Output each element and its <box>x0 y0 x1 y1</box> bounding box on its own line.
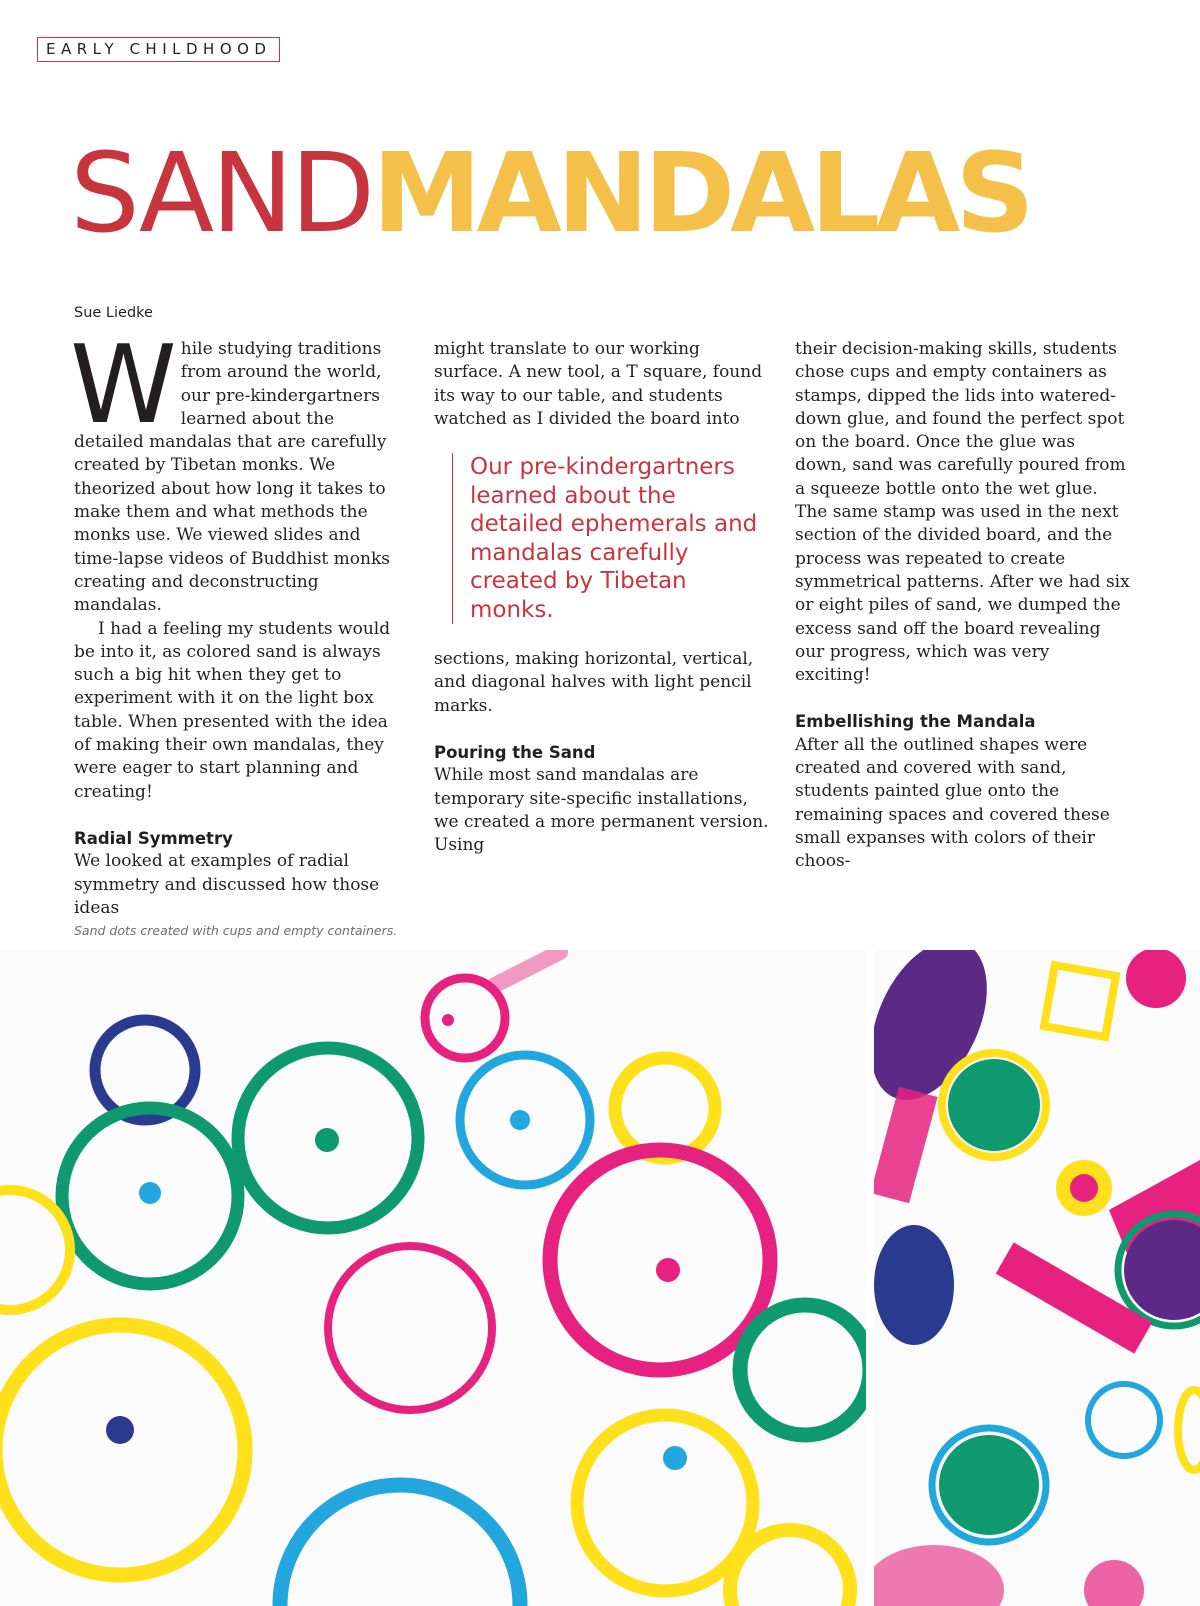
author-byline: Sue Liedke <box>74 305 153 321</box>
mandala-detail-artwork <box>874 950 1200 1606</box>
paragraph-intro <box>70 323 409 618</box>
pull-quote: Our pre-kindergartners learned about the detailed ephemerals and mandalas carefully created by Tibetan monks. <box>452 453 769 624</box>
paragraph: sections, making horizontal, vertical, and diagonal halves with light pencil marks. <box>434 649 754 716</box>
section-tag: EARLY CHILDHOOD <box>37 37 280 62</box>
paragraph: their decision-making skills, students chose cups and empty containers as stamps, dipped the lids into watered-down glue, and found the perfect spot on the board. Once the glue was down, sand was carefully poured from a squeeze bottle onto the wet glue. The same stamp was used in the next section of the divided board, and the process was repeated to create symmetrical patterns. After we had six or eight piles of sand, we dumped the excess sand off the board revealing our progress, which was very exciting! <box>795 339 1130 686</box>
article-title <box>70 128 1030 258</box>
article-column-1 <box>70 323 409 920</box>
subheading-pouring-the-sand: Pouring the Sand <box>434 743 596 763</box>
subheading-embellishing-the-mandala: Embellishing the Mandala <box>795 712 1036 732</box>
paragraph: We looked at examples of radial symmetry and discussed how those ideas <box>74 851 380 918</box>
paragraph: I had a feeling my students would be into it, as colored sand is always such a big hit when they get to experiment with it on the light box table. When presented with the idea of making their own mandalas, they were eager to start planning and creating! <box>74 618 391 802</box>
sand-dots-photo <box>0 950 866 1606</box>
paragraph-intro-text: hile studying traditions from around the world, our pre-kindergartners learned about the detailed mandalas that are carefully created by Tibetan monks. We theorized about how long it takes to make them and what methods the monks use. We viewed slides and time-lapse videos of Buddhist monks creating and deconstructing mandalas. <box>74 339 390 616</box>
photo-caption: Sand dots created with cups and empty containers. <box>74 923 398 938</box>
title-part-sand: SAND <box>70 129 373 257</box>
paragraph: After all the outlined shapes were created and covered with sand, students painted glue onto the remaining spaces and covered these small expanses with colors of their choos- <box>795 734 1110 872</box>
sand-dots-artwork <box>0 950 866 1606</box>
mandala-detail-photo <box>874 950 1200 1606</box>
article-column-2 <box>434 338 769 858</box>
title-part-mandalas: MANDALAS <box>372 129 1030 257</box>
paragraph: While most sand mandalas are temporary site-specific installations, we created a more permanent version. Using <box>434 765 769 856</box>
drop-cap: W <box>70 323 177 448</box>
paragraph: might translate to our working surface. A new tool, a T square, found its way to our table, and students watched as I divided the board into <box>434 339 763 429</box>
subheading-radial-symmetry: Radial Symmetry <box>74 828 233 848</box>
article-column-3 <box>795 338 1130 874</box>
